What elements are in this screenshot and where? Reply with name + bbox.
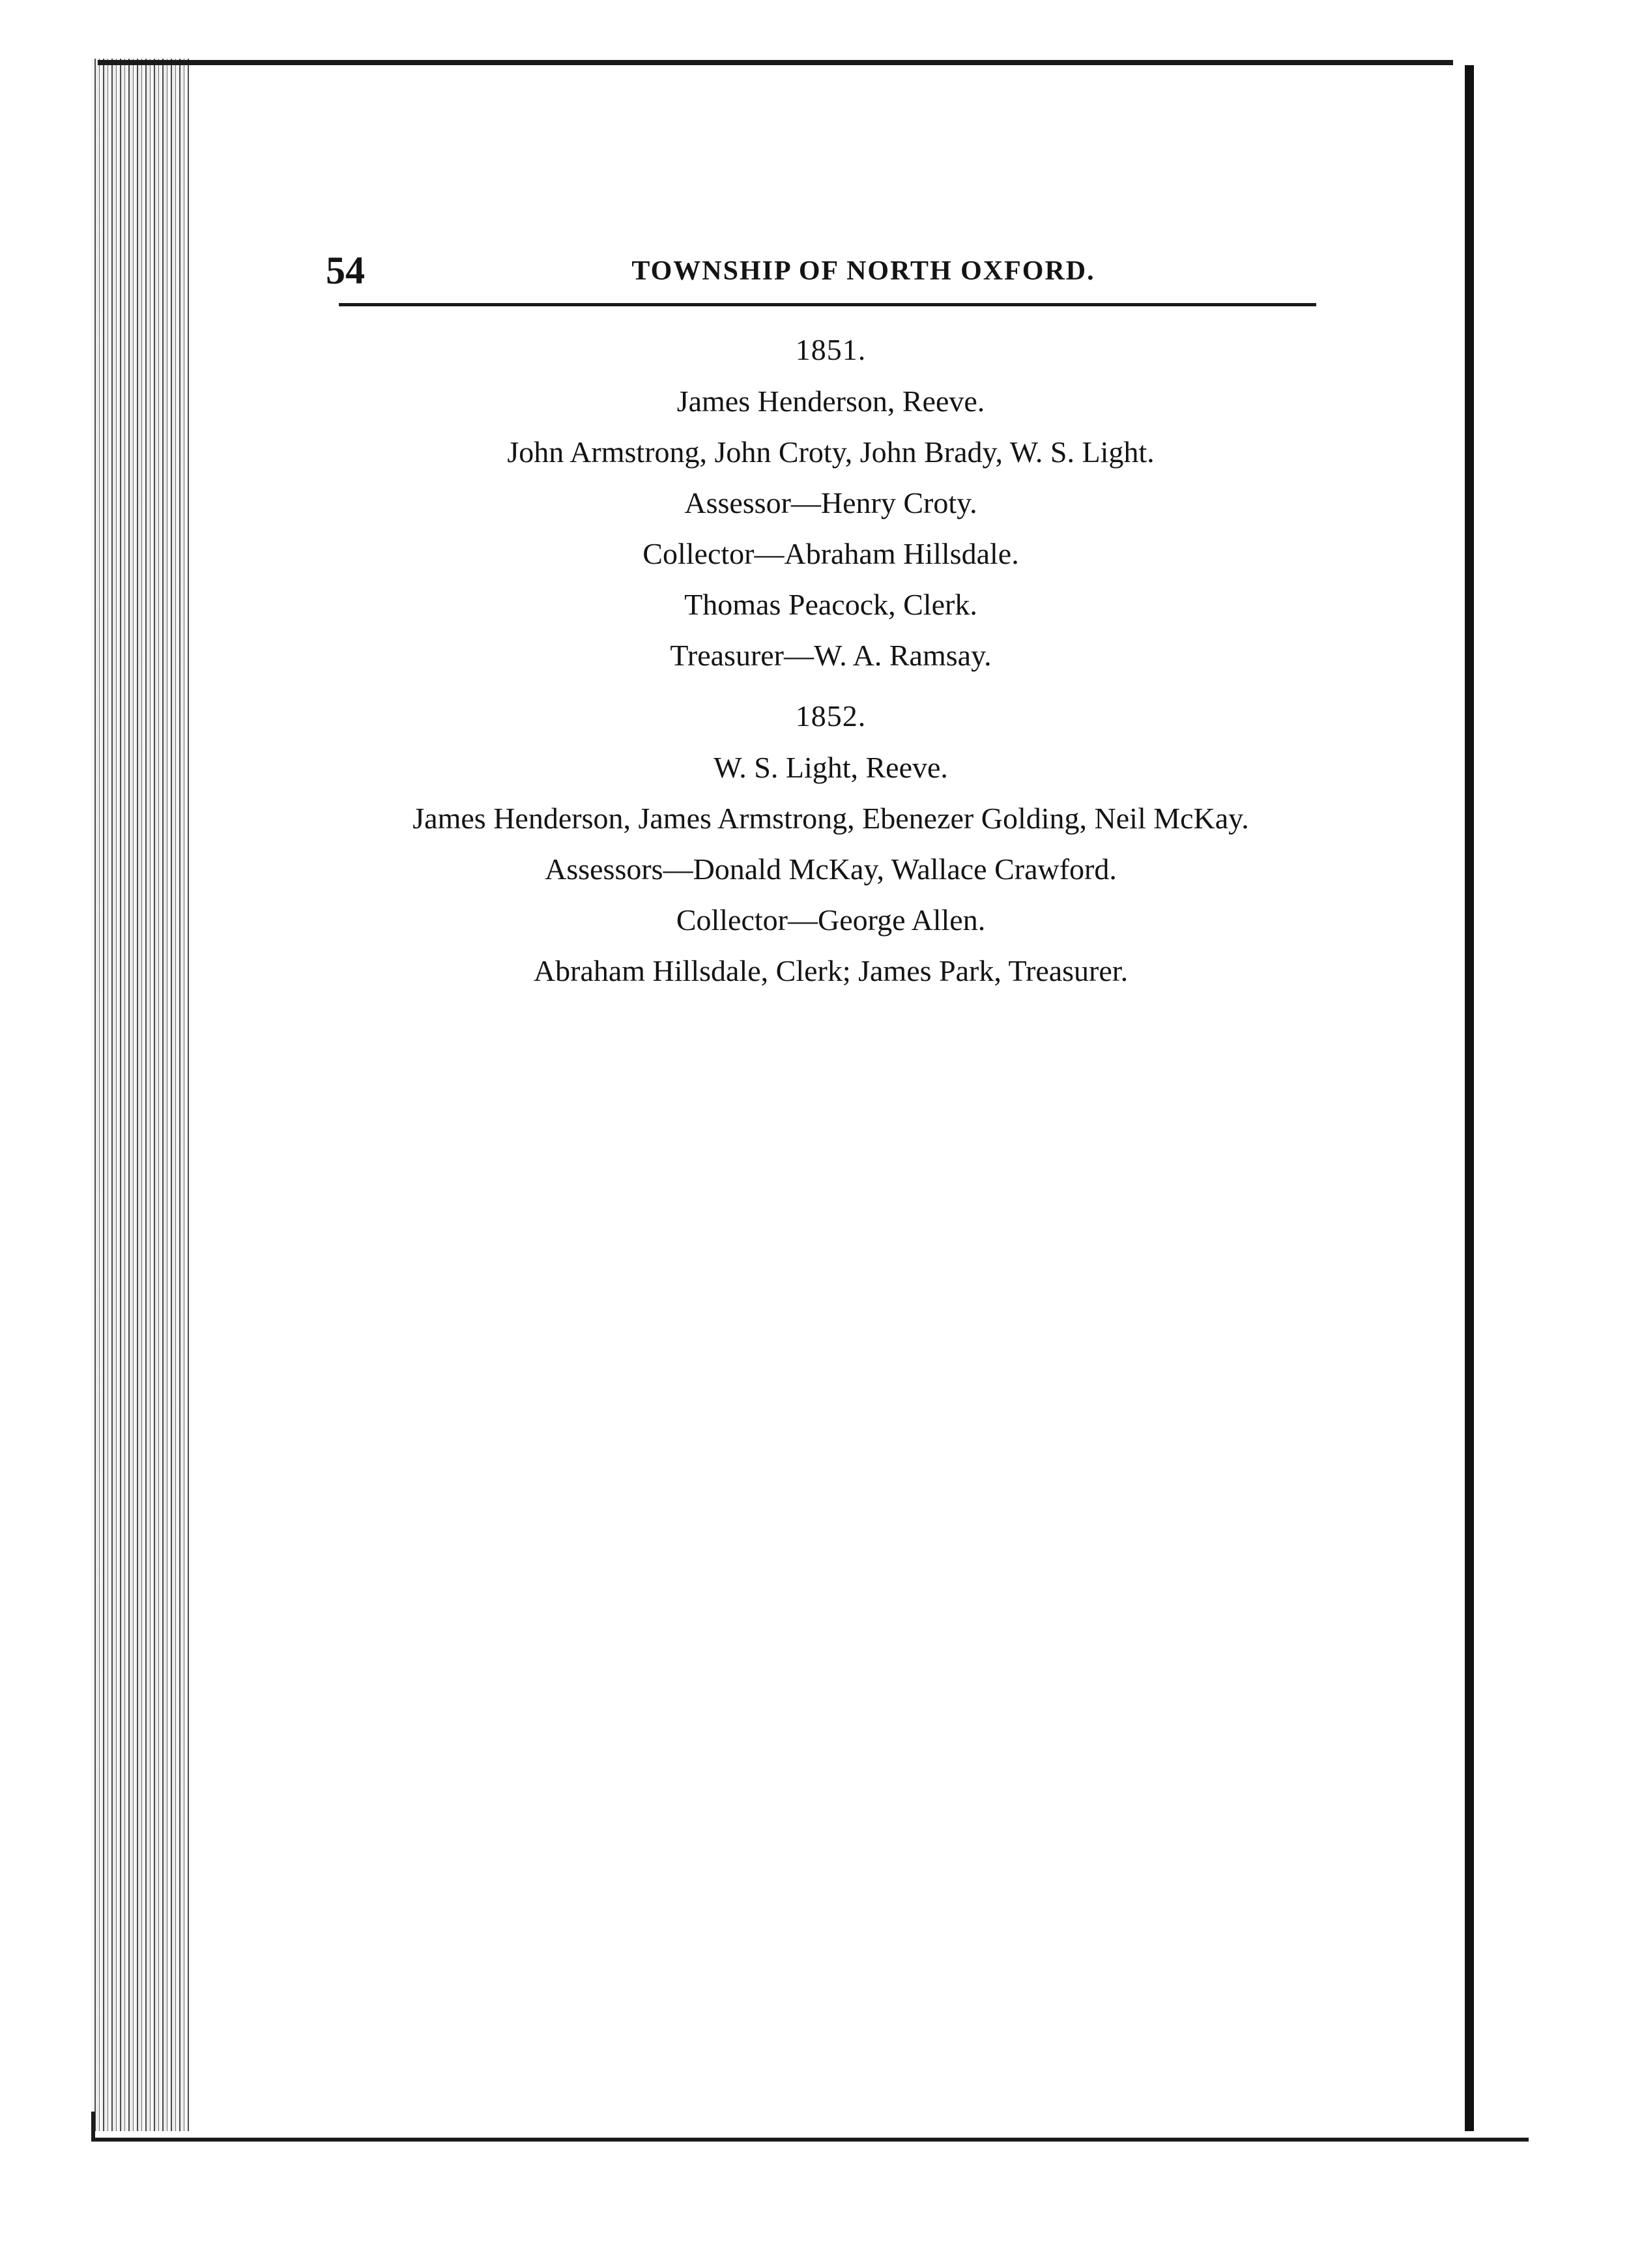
officer-line: Collector—George Allen. [676, 903, 986, 937]
year-section-1852 [293, 695, 1368, 991]
officer-line: Treasurer—W. A. Ramsay. [670, 639, 992, 672]
header-rule [339, 303, 1316, 306]
officer-line: W. S. Light, Reeve. [714, 751, 948, 784]
officer-line: James Henderson, James Armstrong, Ebenezer Golding, Neil McKay. [412, 802, 1249, 835]
officer-line: Collector—Abraham Hillsdale. [642, 537, 1019, 570]
book-page-edges [91, 59, 189, 2131]
officer-line: James Henderson, Reeve. [676, 385, 985, 418]
page-number: 54 [326, 249, 365, 292]
page-body [293, 329, 1368, 1002]
officer-line: Abraham Hillsdale, Clerk; James Park, Treasurer. [533, 954, 1129, 987]
officer-line: Thomas Peacock, Clerk. [684, 588, 977, 621]
scan-frame-bottom [91, 2112, 1529, 2142]
running-head [326, 248, 1329, 293]
officer-line: Assessor—Henry Croty. [684, 486, 977, 519]
section-year: 1852. [795, 699, 867, 733]
section-year: 1851. [795, 333, 867, 366]
officer-line: Assessors—Donald McKay, Wallace Crawford. [545, 852, 1117, 886]
book-gutter [1465, 65, 1474, 2131]
scan-frame-top [98, 60, 1453, 65]
facing-page [1480, 72, 1629, 2092]
officer-line: John Armstrong, John Croty, John Brady, W. S. Light. [507, 435, 1155, 469]
page-title: TOWNSHIP OF NORTH OXFORD. [631, 256, 1095, 286]
year-section-1851 [293, 329, 1368, 676]
